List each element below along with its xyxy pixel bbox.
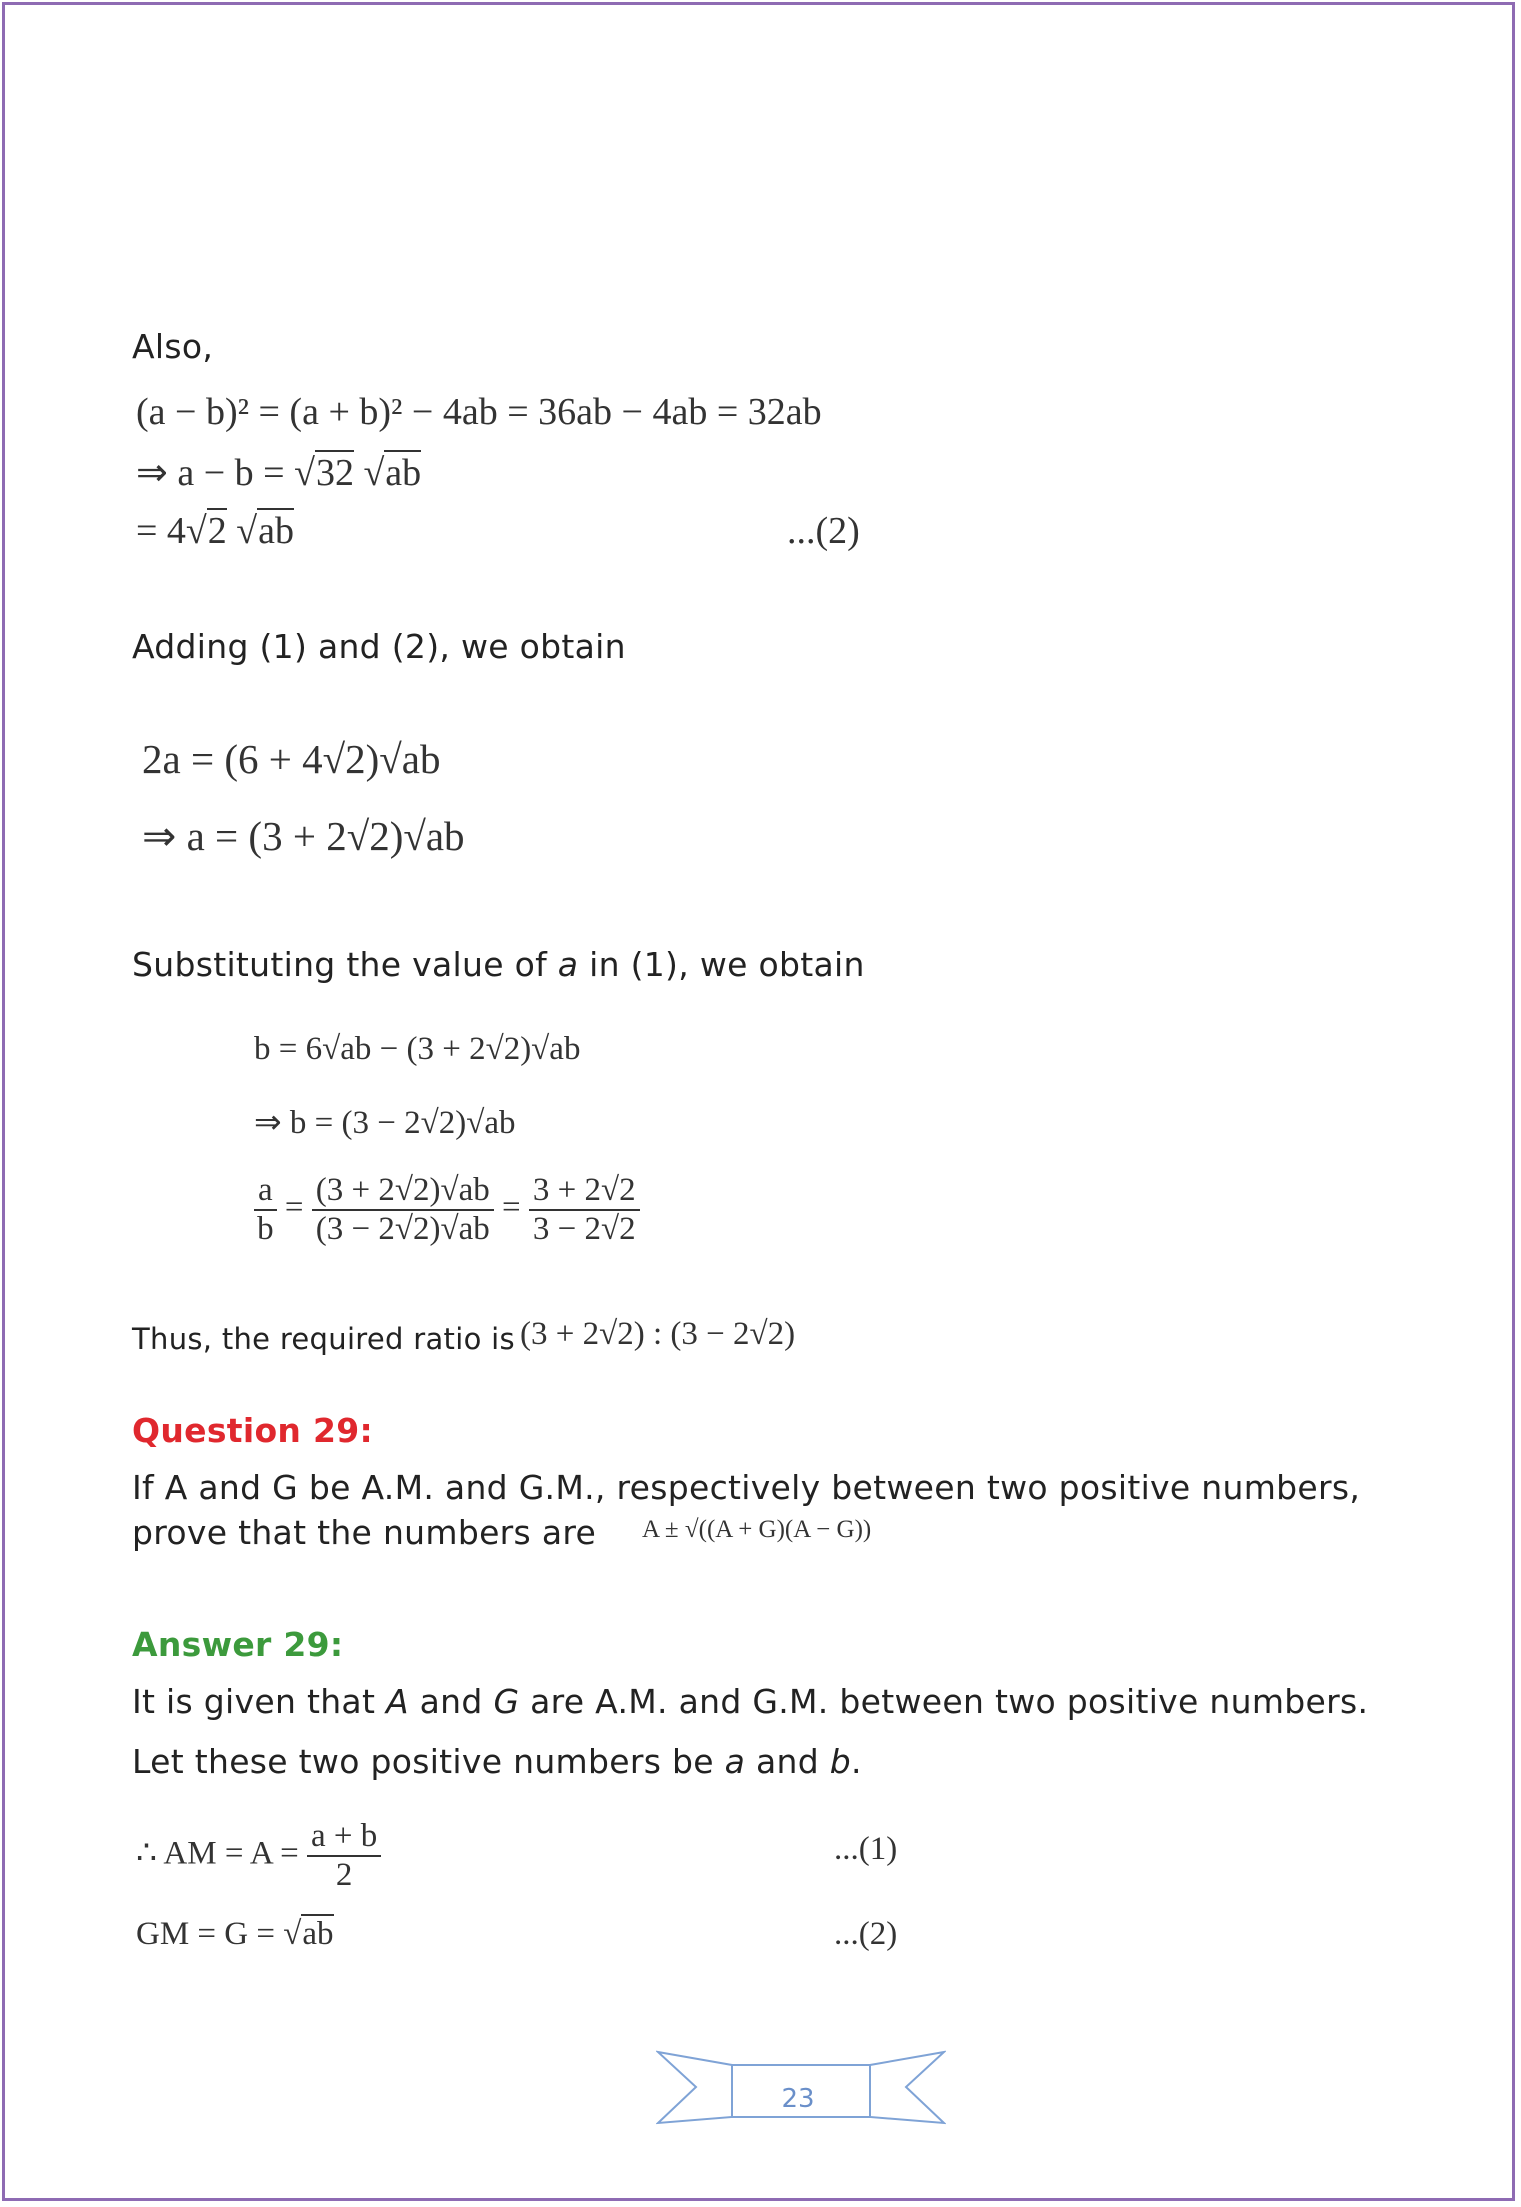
equation-tag: ...(2) (834, 1916, 898, 1952)
answer-text: Let these two positive numbers be a and b. (132, 1742, 862, 1781)
substituting-text: Substituting the value of a in (1), we obtain (132, 945, 865, 984)
equation-tag: ...(1) (834, 1831, 898, 1867)
equation-line: = 4√2 √ab (136, 510, 295, 552)
answer-heading: Answer 29: (132, 1625, 344, 1664)
intro-text: Also, (132, 327, 214, 366)
ratio-expression: (3 + 2√2) : (3 − 2√2) (520, 1316, 796, 1352)
am-equation: ∴ AM = A = $\frac{a + b}{2}$ (136, 1818, 381, 1894)
question-text: prove that the numbers are (132, 1513, 597, 1552)
ratio-text: Thus, the required ratio is (132, 1322, 515, 1356)
equation-line: ⇒ a − b = √32 √ab (136, 452, 422, 494)
ratio-fraction-equation: $\frac{a}{b}$ = $\frac{(3 + 2√2)√ab}{(3 - 2√2)√ab}$ = $\frac{3 + 2√2}{3 - 2√2}$ (254, 1172, 640, 1248)
equation-tag: ...(2) (787, 510, 860, 552)
equation-line: ⇒ b = (3 − 2√2)√ab (254, 1105, 516, 1141)
question-text: If A and G be A.M. and G.M., respectively between two positive numbers, (132, 1468, 1361, 1507)
adding-text: Adding (1) and (2), we obtain (132, 627, 626, 666)
page-number: 23 (781, 2084, 815, 2114)
question-expression: A ± √((A + G)(A − G)) (642, 1516, 872, 1543)
equation-line: ⇒ a = (3 + 2√2)√ab (142, 813, 465, 859)
gm-equation: GM = G = √ab (136, 1916, 334, 1952)
question-heading: Question 29: (132, 1411, 374, 1450)
answer-text: It is given that A and G are A.M. and G.M. between two positive numbers. (132, 1682, 1369, 1721)
equation-line: (a − b)² = (a + b)² − 4ab = 36ab − 4ab = 32ab (136, 391, 822, 433)
equation-line: b = 6√ab − (3 + 2√2)√ab (254, 1031, 581, 1067)
equation-line: 2a = (6 + 4√2)√ab (142, 736, 441, 782)
